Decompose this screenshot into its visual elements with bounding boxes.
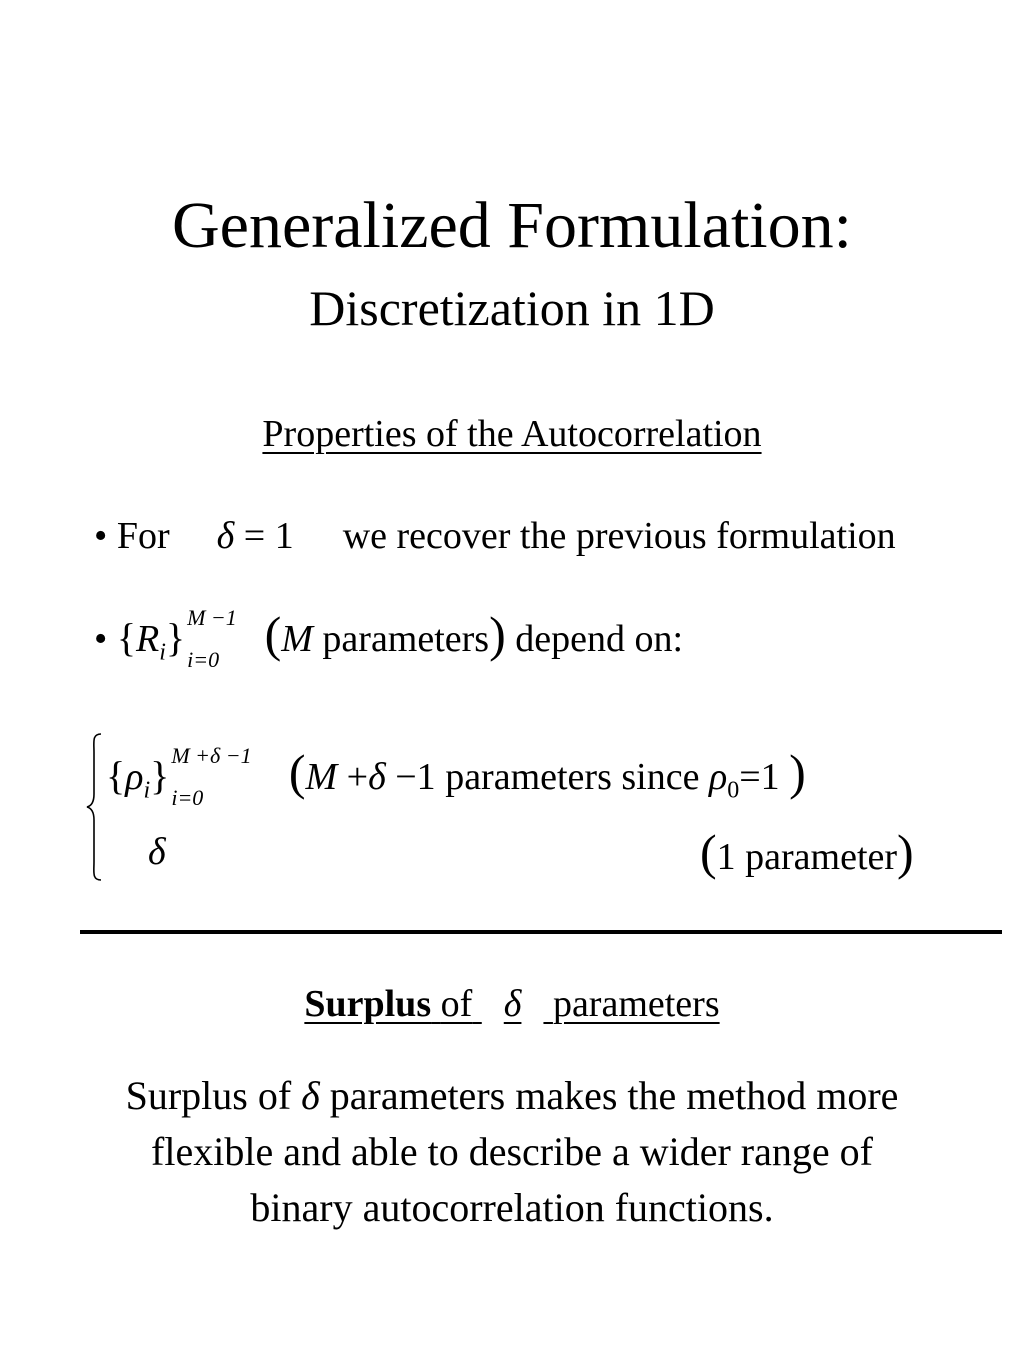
surplus-of-label: of: [440, 983, 473, 1025]
one-parameter-note: [700, 824, 914, 881]
surplus-line-1: [0, 1068, 1024, 1124]
R-upper-limit: M −1: [187, 605, 237, 631]
surplus-line-3: binary autocorrelation functions.: [250, 1185, 774, 1230]
bullet-marker: •: [94, 515, 108, 557]
close-paren: ): [489, 606, 506, 662]
bullet-for-label: For: [116, 515, 170, 557]
equals-one: = 1: [243, 515, 294, 557]
surplus-line-1-rest: parameters makes the method more: [329, 1073, 899, 1118]
delta-symbol: δ: [301, 1073, 320, 1118]
parameters-since-label: parameters since: [445, 756, 700, 798]
open-brace: {: [106, 753, 126, 798]
one-parameter-label: 1 parameter: [716, 836, 898, 878]
system-brace-icon: [86, 732, 102, 882]
close-paren: ): [897, 824, 914, 880]
parameters-label: parameters: [322, 618, 490, 660]
rho-subscript: i: [143, 777, 151, 804]
R-lower-limit: i=0: [187, 647, 220, 673]
divider-rule: [80, 930, 1002, 934]
surplus-parameters-label: parameters: [552, 983, 720, 1025]
system-row-rho: [106, 743, 806, 815]
rho-symbol: ρ: [125, 756, 144, 798]
close-brace: }: [165, 615, 186, 660]
slide-subtitle: Discretization in 1D: [309, 280, 715, 336]
rho-limits: [169, 743, 279, 811]
bullet-1-text: we recover the previous formulation: [342, 515, 896, 557]
delta-symbol: δ: [148, 831, 166, 873]
surplus-heading: [0, 980, 1024, 1028]
rho-zero-symbol: ρ: [708, 756, 728, 798]
rho-zero-subscript: 0: [727, 777, 740, 804]
M-symbol: M: [305, 756, 338, 798]
open-paren: (: [264, 606, 282, 662]
close-paren: ): [789, 744, 806, 800]
R-symbol: R: [136, 618, 160, 660]
bullet-R-parameters: [94, 605, 684, 677]
equals-one: =1: [739, 756, 780, 798]
section-heading: Properties of the Autocorrelation: [262, 413, 762, 455]
rho-lower-limit: i=0: [171, 785, 204, 811]
M-symbol: M: [281, 618, 313, 660]
system-row-delta: [148, 828, 166, 876]
close-brace: }: [150, 753, 170, 798]
surplus-line-2: flexible and able to describe a wider range of: [151, 1129, 873, 1174]
rho-upper-limit: M +δ −1: [171, 743, 252, 769]
depend-on-label: depend on:: [515, 618, 684, 660]
R-subscript: i: [159, 639, 166, 666]
delta-symbol: δ: [368, 756, 386, 798]
delta-symbol: δ: [503, 983, 522, 1025]
plus-sign: +: [346, 756, 369, 798]
open-brace: {: [116, 615, 137, 660]
open-paren: (: [288, 744, 306, 800]
surplus-bold-label: Surplus: [304, 983, 432, 1025]
bullet-delta-one: [94, 512, 896, 560]
bullet-marker: •: [94, 618, 108, 660]
delta-symbol: δ: [216, 515, 235, 557]
slide-title: Generalized Formulation:: [172, 189, 852, 262]
R-limits: [185, 605, 255, 673]
minus-one: −1: [395, 756, 436, 798]
surplus-explanation: [0, 1068, 1024, 1236]
open-paren: (: [700, 824, 717, 880]
surplus-of-text: Surplus of: [125, 1073, 292, 1118]
